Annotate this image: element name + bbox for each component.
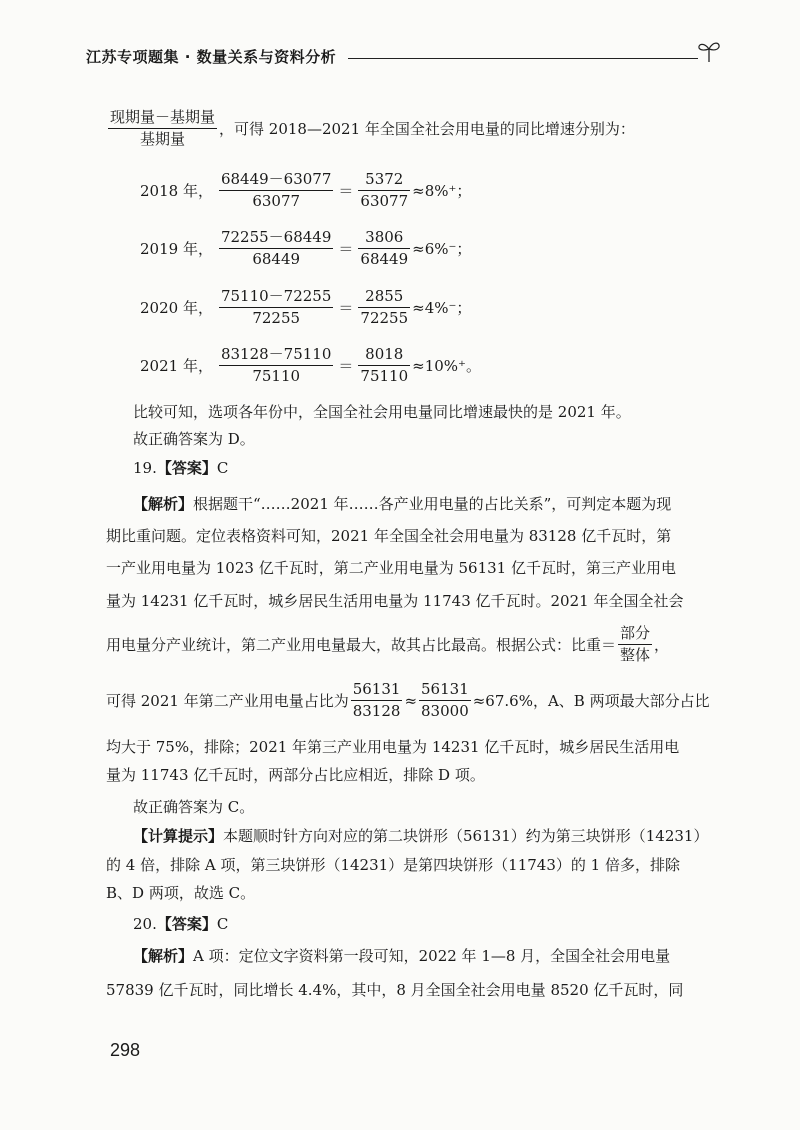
q19-tip-label: 【计算提示】 (133, 827, 224, 845)
row-result: ≈4%⁻； (412, 299, 472, 317)
q20-number: 20. (133, 915, 157, 933)
q20-answer (133, 914, 228, 934)
q19-answer (133, 458, 228, 478)
row-den2: 63077 (360, 192, 409, 210)
row-num2: 8018 (358, 345, 410, 366)
row-result: ≈6%⁻； (412, 240, 472, 258)
q20-analysis-label: 【解析】 (133, 947, 194, 965)
growth-row: 2019 年， $\frac{72255-68449}{68449}$ ＝ $\frac{3806}{68449}$ ≈6%⁻； (140, 228, 472, 268)
row-num2: 2855 (358, 287, 410, 308)
q19-share-text: 可得 2021 年第二产业用电量占比为 (106, 691, 349, 710)
row-den2: 75110 (360, 367, 409, 385)
sprout-icon (696, 38, 722, 64)
q19-analysis-text: 根据题干“……2021 年……各产业用电量的占比关系”，可判定本题为现 (193, 495, 672, 513)
row-year: 2021 年， (140, 357, 213, 375)
row-den1: 68449 (252, 250, 301, 268)
q19-number: 19. (133, 459, 157, 477)
q19-answer-label: 【答案】 (156, 459, 217, 477)
q19-analysis-line: 一产业用电量为 1023 亿千瓦时，第二产业用电量为 56131 亿千瓦时，第三产业用电 (106, 559, 676, 577)
row-num1: 83128－75110 (219, 345, 333, 366)
q19-tip-line: 的 4 倍，排除 A 项，第三块饼形（14231）是第四块饼形（11743）的 1 倍多，排除 (106, 856, 680, 874)
formula-numerator: 现期量－基期量 (108, 108, 217, 129)
page-number: 298 (110, 1040, 141, 1060)
q19-tip-line (133, 826, 708, 846)
q19-analysis-line: 期比重问题。定位表格资料可知，2021 年全国全社会用电量为 83128 亿千瓦时，第 (106, 527, 672, 545)
growth-row: 2018 年， $\frac{68449-63077}{63077}$ ＝ $\frac{5372}{63077}$ ≈8%⁺； (140, 170, 472, 210)
share-den1: 83128 (352, 702, 401, 720)
q19-analysis-line (106, 624, 669, 665)
q19-tip-line: B、D 两项，故选 C。 (106, 884, 256, 902)
row-den1: 72255 (252, 309, 301, 327)
share-den2: 83000 (421, 702, 469, 720)
q20-analysis-line: 57839 亿千瓦时，同比增长 4.4%，其中，8 月全国全社会用电量 8520 亿千瓦时，同 (106, 981, 684, 999)
row-num2: 3806 (358, 228, 410, 249)
q20-answer-value: C (216, 915, 229, 933)
header-title: 江苏专项题集 · 数量关系与资料分析 (86, 48, 337, 66)
formula-intro (106, 108, 635, 149)
q19-answer-value: C (216, 459, 229, 477)
row-num2: 5372 (358, 170, 410, 191)
q19-analysis-line: 量为 11743 亿千瓦时，两部分占比应相近，排除 D 项。 (106, 766, 485, 784)
q20-answer-label: 【答案】 (156, 915, 217, 933)
ratio-formula (618, 624, 652, 665)
ratio-denominator: 整体 (620, 646, 651, 664)
q19-formula-tail: ， (654, 635, 670, 654)
row-num1: 75110－72255 (219, 287, 333, 308)
running-header (86, 38, 726, 68)
formula-denominator: 基期量 (140, 130, 186, 148)
formula-intro-text: ，可得 2018—2021 年全国全社会用电量的同比增速分别为： (219, 119, 635, 138)
header-rule (348, 58, 698, 59)
share-num1: 56131 (351, 680, 403, 701)
growth-formula (108, 108, 217, 149)
q19-formula-text: 用电量分产业统计，第二产业用电量最大，故其占比最高。根据公式：比重＝ (106, 635, 617, 654)
share-num2: 56131 (419, 680, 471, 701)
compare-text: 比较可知，选项各年份中，全国全社会用电量同比增速最快的是 2021 年。 (133, 403, 631, 421)
row-year: 2019 年， (140, 240, 213, 258)
row-den1: 75110 (252, 367, 301, 385)
q20-analysis-text: A 项：定位文字资料第一段可知，2022 年 1—8 月，全国全社会用电量 (193, 947, 671, 965)
row-den2: 68449 (360, 250, 409, 268)
row-year: 2020 年， (140, 299, 213, 317)
q19-analysis-line: 均大于 75%，排除；2021 年第三产业用电量为 14231 亿千瓦时，城乡居民生活用电 (106, 738, 680, 756)
q19-analysis-line: 可得 2021 年第二产业用电量占比为 $\frac{56131}{83128}$ ≈ $\frac{56131}{83000}$ ≈67.6%，A、B 两项最大部分占比 (106, 680, 710, 720)
row-den2: 72255 (360, 309, 409, 327)
row-result: ≈8%⁺； (412, 182, 472, 200)
q19-analysis-line: 量为 14231 亿千瓦时，城乡居民生活用电量为 11743 亿千瓦时。2021 年全国全社会 (106, 592, 684, 610)
q19-tip-text: 本题顺时针方向对应的第二块饼形（56131）约为第三块饼形（14231） (223, 827, 709, 845)
q19-share-result: ≈67.6%，A、B 两项最大部分占比 (472, 691, 710, 710)
ratio-numerator: 部分 (618, 624, 652, 645)
row-num1: 68449－63077 (219, 170, 333, 191)
q19-answer-line: 故正确答案为 C。 (133, 798, 255, 816)
row-num1: 72255－68449 (219, 228, 333, 249)
q20-analysis-line (133, 946, 670, 966)
q19-analysis-line (133, 494, 671, 514)
growth-row: 2021 年， $\frac{83128-75110}{75110}$ ＝ $\frac{8018}{75110}$ ≈10%⁺。 (140, 345, 481, 385)
growth-row: 2020 年， $\frac{75110-72255}{72255}$ ＝ $\frac{2855}{72255}$ ≈4%⁻； (140, 287, 472, 327)
answer-line: 故正确答案为 D。 (133, 430, 255, 448)
row-den1: 63077 (252, 192, 301, 210)
row-year: 2018 年， (140, 182, 213, 200)
q19-analysis-label: 【解析】 (133, 495, 194, 513)
row-result: ≈10%⁺。 (412, 357, 481, 375)
